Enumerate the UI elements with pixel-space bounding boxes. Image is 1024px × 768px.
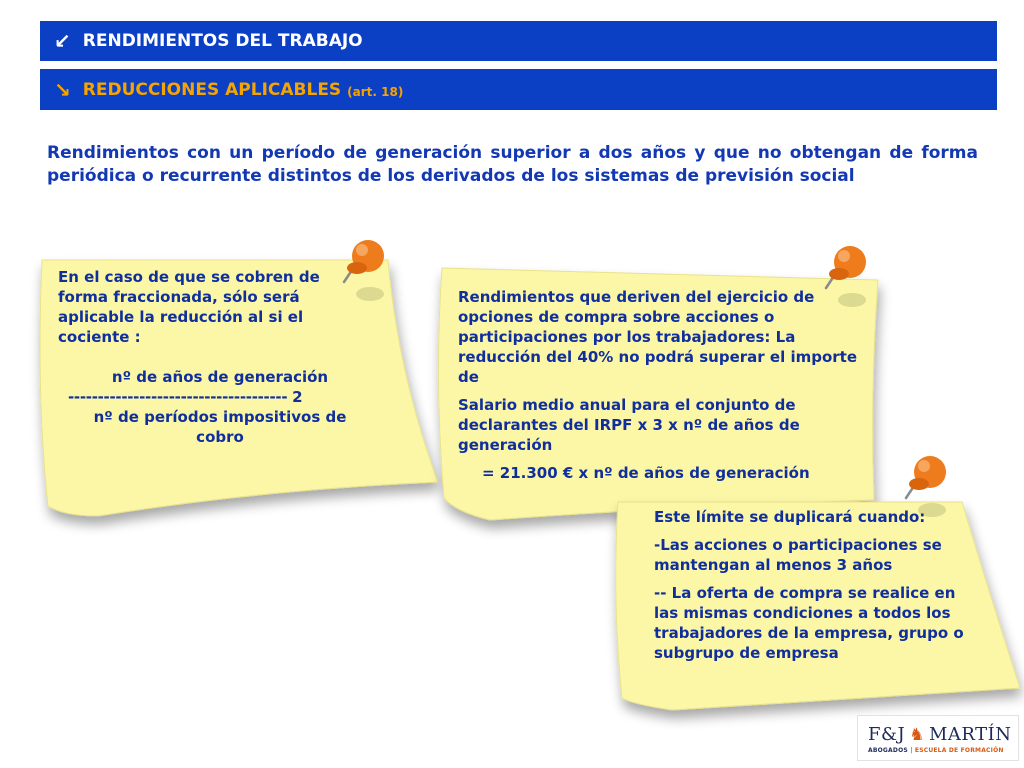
logo-tagline-left: ABOGADOS: [868, 747, 908, 754]
company-logo: [857, 715, 1019, 761]
fraction-line: ------------------------------------- 2: [68, 388, 303, 406]
note-3-paragraph-3: -- La oferta de compra se realice en las mismas condiciones a todos los trabajadores de la empresa, grupo o subgrupo de empresa: [654, 584, 964, 662]
subsection-title-bar: [40, 69, 997, 110]
note-1-text: [58, 267, 358, 447]
chess-knight-icon: ♞: [909, 725, 925, 745]
intro-paragraph: Rendimientos con un período de generación superior a dos años y que no obtengan de forma periódica o recurrente distintos de los derivados de los sistemas de previsión social: [47, 143, 978, 186]
logo-brand-right: MARTÍN: [928, 724, 1012, 745]
note-1-paragraph: En el caso de que se cobren de forma fraccionada, sólo será aplicable la reducción al si el cociente :: [58, 268, 320, 346]
push-pin-icon: [812, 240, 882, 320]
logo-brand-left: F&J: [868, 724, 906, 745]
logo-wordmark: [868, 724, 1012, 745]
logo-tagline-right: ESCUELA DE FORMACIÓN: [914, 747, 1004, 754]
push-pin-icon: [330, 234, 400, 314]
note-3-text: [654, 507, 972, 671]
note-2-paragraph-3: = 21.300 € x nº de años de generación: [482, 464, 810, 482]
logo-tagline: [868, 747, 1004, 754]
logo-tagline-separator: |: [910, 747, 913, 754]
push-pin-icon: [892, 450, 962, 530]
note-2-text: [458, 287, 868, 491]
arrow-down-left-icon: ↙: [54, 29, 71, 53]
note-2-paragraph-1: Rendimientos que deriven del ejercicio de opciones de compra sobre acciones o participaciones por los trabajadores: La reducción del 40% no podrá superar el importe de: [458, 288, 857, 386]
fraction-denominator: nº de períodos impositivos de cobro: [93, 408, 347, 446]
subsection-title: REDUCCIONES APLICABLES: [82, 79, 342, 100]
fraction-numerator: nº de años de generación: [111, 368, 329, 386]
note-3-paragraph-2: -Las acciones o participaciones se mantengan al menos 3 años: [654, 536, 942, 574]
note-2-paragraph-2: Salario medio anual para el conjunto de declarantes del IRPF x 3 x nº de años de generación: [458, 396, 800, 454]
subsection-reference: (art. 18): [347, 84, 404, 99]
note-3-paragraph-1: Este límite se duplicará cuando:: [654, 508, 926, 526]
section-title: RENDIMIENTOS DEL TRABAJO: [82, 31, 363, 51]
arrow-down-right-icon: ↘: [54, 77, 71, 102]
section-title-bar: [40, 21, 997, 61]
